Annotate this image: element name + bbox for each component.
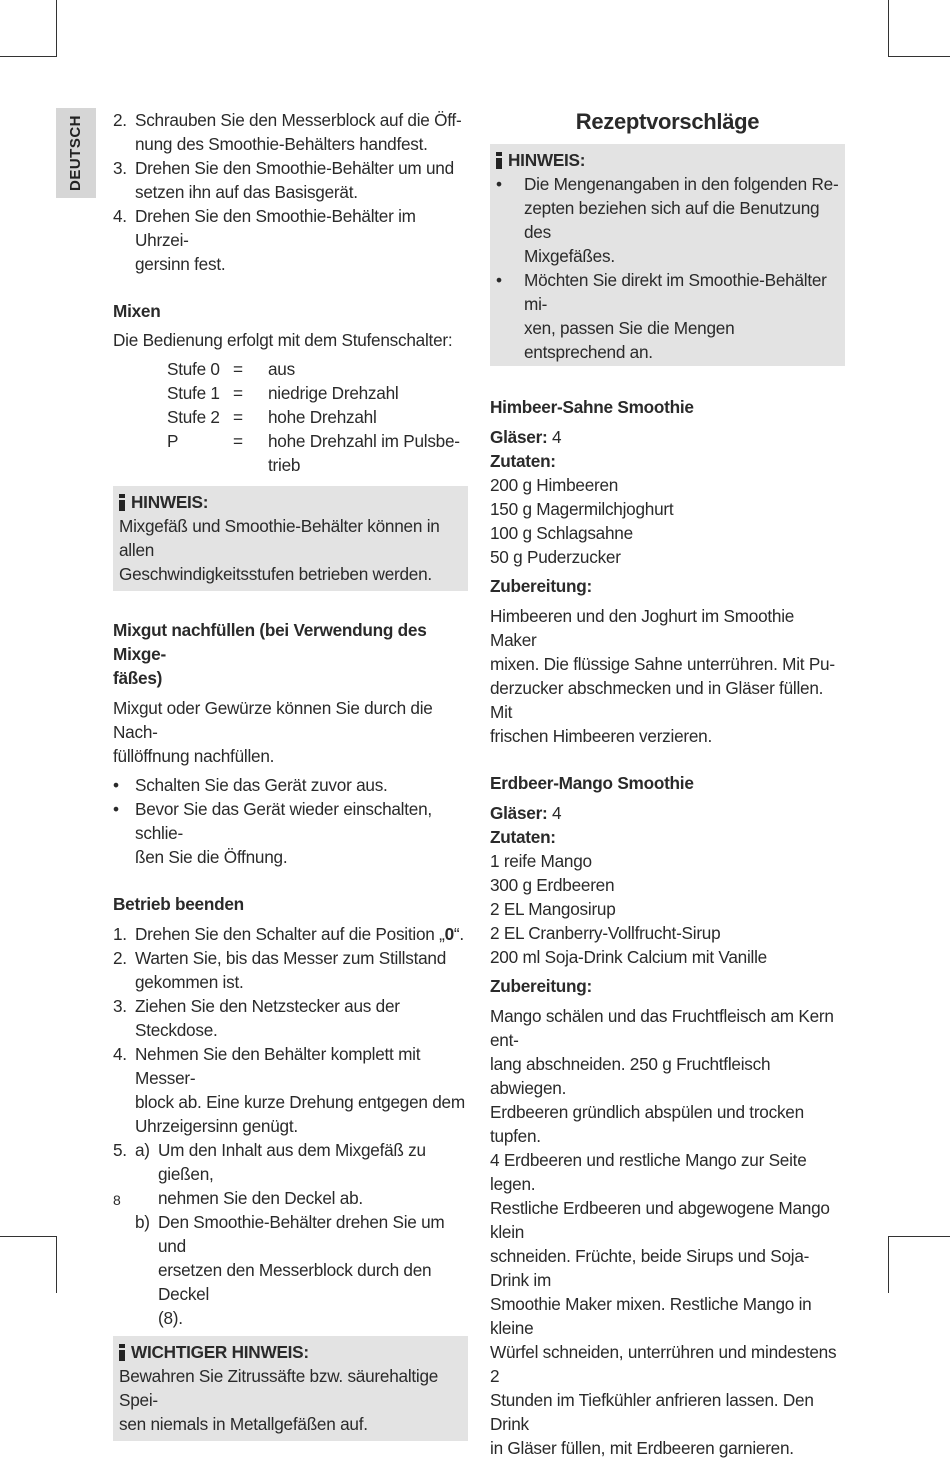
section-heading-betrieb: Betrieb beenden — [113, 894, 244, 914]
step-number: 3. — [113, 996, 127, 1016]
sub-step — [135, 1210, 468, 1330]
paragraph-line: Smoothie Maker mixen. Restliche Mango in kleine — [490, 1294, 812, 1338]
crop-mark — [888, 0, 889, 57]
note-text: Geschwindigkeitsstufen betrieben werden. — [119, 564, 432, 584]
speed-table — [167, 357, 468, 477]
language-tab-label: DEUTSCH — [67, 114, 84, 192]
bullet-text: Möchten Sie direkt im Smoothie-Behälter mi- — [524, 270, 827, 314]
bullet: • — [113, 799, 119, 819]
ingredients-label: Zutaten: — [490, 451, 556, 471]
right-column — [490, 108, 845, 1460]
crop-mark — [56, 0, 57, 57]
list-item: 300 g Erdbeeren — [490, 875, 615, 895]
step-text: Den Smoothie-Behälter drehen Sie um und — [158, 1212, 445, 1256]
speed-row — [167, 405, 468, 429]
note-title: HINWEIS: — [131, 492, 209, 512]
list-item: 2 EL Cranberry-Vollfrucht-Sirup — [490, 923, 721, 943]
list-item: 100 g Schlagsahne — [490, 523, 633, 543]
left-column — [113, 108, 468, 1441]
list-item — [113, 204, 468, 276]
step-text: ersetzen den Messerblock durch den Deckel — [158, 1260, 432, 1304]
list-item: 1 reife Mango — [490, 851, 592, 871]
language-tab — [56, 108, 96, 198]
speed-description: hohe Drehzahl — [268, 407, 377, 427]
step-text: setzen ihn auf das Basisgerät. — [135, 182, 358, 202]
info-icon — [496, 152, 502, 169]
heading-line: fäßes) — [113, 668, 163, 688]
speed-description: hohe Drehzahl im Pulsbe- — [268, 431, 460, 451]
bullet-text: xen, passen Sie die Mengen entsprechend an. — [524, 318, 735, 362]
list-item: 2 EL Mangosirup — [490, 899, 616, 919]
paragraph-line: Stunden im Tiefkühler anfrieren lassen. Den Drink — [490, 1390, 814, 1434]
bullet-text: Schalten Sie das Gerät zuvor aus. — [135, 775, 388, 795]
note-title: WICHTIGER HINWEIS: — [131, 1342, 309, 1362]
field-label: Gläser: — [490, 427, 548, 447]
field-value: 4 — [547, 427, 562, 447]
note-text: sen niemals in Metallgefäßen auf. — [119, 1414, 368, 1434]
paragraph-line: 4 Erdbeeren und restliche Mango zur Seite legen. — [490, 1150, 807, 1194]
list-item — [113, 797, 468, 869]
crop-mark — [888, 56, 950, 57]
heading-line: Mixgut nachfüllen (bei Verwendung des Mixge- — [113, 620, 427, 664]
section-heading-nachfuellen — [113, 618, 468, 690]
speed-row — [167, 429, 468, 477]
speed-row — [167, 357, 468, 381]
steps-list — [113, 108, 468, 276]
list-item: 50 g Puderzucker — [490, 547, 621, 567]
step-number: 3. — [113, 158, 127, 178]
list-item — [113, 994, 468, 1042]
paragraph-line: Restliche Erdbeeren und abgewogene Mango klein — [490, 1198, 830, 1242]
speed-level: Stufe 0 — [167, 359, 220, 379]
crop-mark — [56, 1236, 57, 1293]
note-text: Mixgefäß und Smoothie-Behälter können in allen — [119, 516, 440, 560]
speed-level: Stufe 2 — [167, 407, 220, 427]
paragraph-line: in Gläser füllen, mit Erdbeeren garnieren. — [490, 1438, 794, 1458]
preparation-label: Zubereitung: — [490, 576, 593, 596]
step-number: 2. — [113, 110, 127, 130]
step-text: (8). — [158, 1308, 183, 1328]
speed-description: niedrige Drehzahl — [268, 383, 399, 403]
steps-list — [113, 922, 468, 1330]
bullet: • — [496, 270, 502, 290]
hinweis-box — [113, 486, 468, 591]
list-item — [113, 1138, 468, 1330]
list-item — [496, 268, 839, 364]
step-number: 5. — [113, 1140, 127, 1160]
step-text: “. — [453, 924, 464, 944]
bullet-text: Mixgefäßes. — [524, 246, 615, 266]
step-text: Schrauben Sie den Messerblock auf die Öff- — [135, 110, 462, 130]
list-item — [113, 946, 468, 994]
step-text: block ab. Eine kurze Drehung entgegen dem — [135, 1092, 465, 1112]
step-text-bold: 0 — [444, 924, 454, 944]
equals-sign: = — [233, 431, 243, 451]
ingredients-list — [490, 849, 845, 969]
paragraph-line: mixen. Die flüssige Sahne unterrühren. Mit Pu- — [490, 654, 835, 674]
list-item — [113, 156, 468, 204]
paragraph-line: Erdbeeren gründlich abspülen und trocken tupfen. — [490, 1102, 804, 1146]
step-text: Drehen Sie den Smoothie-Behälter im Uhrzei- — [135, 206, 416, 250]
wichtiger-hinweis-box — [113, 1336, 468, 1441]
paragraph-line: lang abschneiden. 250 g Fruchtfleisch abwiegen. — [490, 1054, 771, 1098]
step-text: nung des Smoothie-Behälters handfest. — [135, 134, 428, 154]
list-item — [496, 172, 839, 268]
sub-step — [135, 1138, 468, 1210]
speed-row — [167, 381, 468, 405]
list-item — [113, 1042, 468, 1138]
bullet: • — [496, 174, 502, 194]
section-heading-mixen: Mixen — [113, 301, 161, 321]
note-title: HINWEIS: — [508, 150, 586, 170]
preparation-text — [490, 604, 845, 748]
recipe-glasses — [490, 425, 845, 449]
paragraph-line: Mixgut oder Gewürze können Sie durch die Nach- — [113, 698, 433, 742]
recipe-title: Himbeer-Sahne Smoothie — [490, 397, 694, 417]
info-icon — [119, 494, 125, 511]
step-number: 2. — [113, 948, 127, 968]
step-text: gekommen ist. — [135, 972, 244, 992]
step-number: 4. — [113, 1044, 127, 1064]
step-text: Drehen Sie den Schalter auf die Position „ — [135, 924, 445, 944]
recipe-glasses — [490, 801, 845, 825]
page-number: 8 — [113, 1192, 121, 1208]
step-number: 1. — [113, 924, 127, 944]
speed-description: trieb — [268, 455, 301, 475]
recipe-title: Erdbeer-Mango Smoothie — [490, 773, 694, 793]
paragraph-line: schneiden. Früchte, beide Sirups und Soja-Drink im — [490, 1246, 810, 1290]
crop-mark — [888, 1236, 950, 1237]
step-text: Uhrzeigersinn genügt. — [135, 1116, 298, 1136]
mixen-intro: Die Bedienung erfolgt mit dem Stufenschalter: — [113, 330, 453, 350]
ingredients-list — [490, 473, 845, 569]
paragraph-line: Himbeeren und den Joghurt im Smoothie Maker — [490, 606, 795, 650]
nachfuellen-text — [113, 696, 468, 768]
step-number: 4. — [113, 206, 127, 226]
paragraph-line: frischen Himbeeren verzieren. — [490, 726, 713, 746]
step-text: Nehmen Sie den Behälter komplett mit Messer- — [135, 1044, 421, 1088]
paragraph-line: Würfel schneiden, unterrühren und mindestens 2 — [490, 1342, 837, 1386]
preparation-text — [490, 1004, 845, 1460]
paragraph-line: derzucker abschmecken und in Gläser füllen. Mit — [490, 678, 824, 722]
paragraph-line: füllöffnung nachfüllen. — [113, 746, 275, 766]
step-text: Ziehen Sie den Netzstecker aus der Steckdose. — [135, 996, 400, 1040]
equals-sign: = — [233, 359, 243, 379]
list-item: 200 g Himbeeren — [490, 475, 619, 495]
bullet: • — [113, 775, 119, 795]
bullet-text: Die Mengenangaben in den folgenden Re- — [524, 174, 839, 194]
preparation-label: Zubereitung: — [490, 976, 593, 996]
bullet-text: ßen Sie die Öffnung. — [135, 847, 288, 867]
info-icon — [119, 1344, 125, 1361]
sub-step-label: a) — [135, 1140, 150, 1160]
hinweis-box — [490, 144, 845, 366]
ingredients-label: Zutaten: — [490, 827, 556, 847]
step-text: Drehen Sie den Smoothie-Behälter um und — [135, 158, 454, 178]
step-text: Um den Inhalt aus dem Mixgefäß zu gießen, — [158, 1140, 426, 1184]
sub-step-label: b) — [135, 1212, 150, 1232]
step-text: Warten Sie, bis das Messer zum Stillstand — [135, 948, 447, 968]
crop-mark — [0, 1236, 57, 1237]
equals-sign: = — [233, 407, 243, 427]
list-item: 150 g Magermilchjoghurt — [490, 499, 674, 519]
crop-mark — [0, 56, 57, 57]
speed-level: Stufe 1 — [167, 383, 220, 403]
note-text: Bewahren Sie Zitrussäfte bzw. säurehaltige Spei- — [119, 1366, 439, 1410]
step-text: gersinn fest. — [135, 254, 226, 274]
speed-level: P — [167, 431, 179, 451]
list-item — [113, 922, 468, 946]
speed-description: aus — [268, 359, 295, 379]
field-value: 4 — [547, 803, 562, 823]
equals-sign: = — [233, 383, 243, 403]
list-item: 200 ml Soja-Drink Calcium mit Vanille — [490, 947, 767, 967]
bullet-text: Bevor Sie das Gerät wieder einschalten, schlie- — [135, 799, 432, 843]
list-item — [113, 108, 468, 156]
bullet-text: zepten beziehen sich auf die Benutzung des — [524, 198, 820, 242]
paragraph-line: Mango schälen und das Fruchtfleisch am Kern ent- — [490, 1006, 834, 1050]
step-text: nehmen Sie den Deckel ab. — [158, 1188, 363, 1208]
crop-mark — [888, 1236, 889, 1293]
page-title: Rezeptvorschläge — [575, 109, 760, 134]
list-item — [113, 773, 468, 797]
field-label: Gläser: — [490, 803, 548, 823]
